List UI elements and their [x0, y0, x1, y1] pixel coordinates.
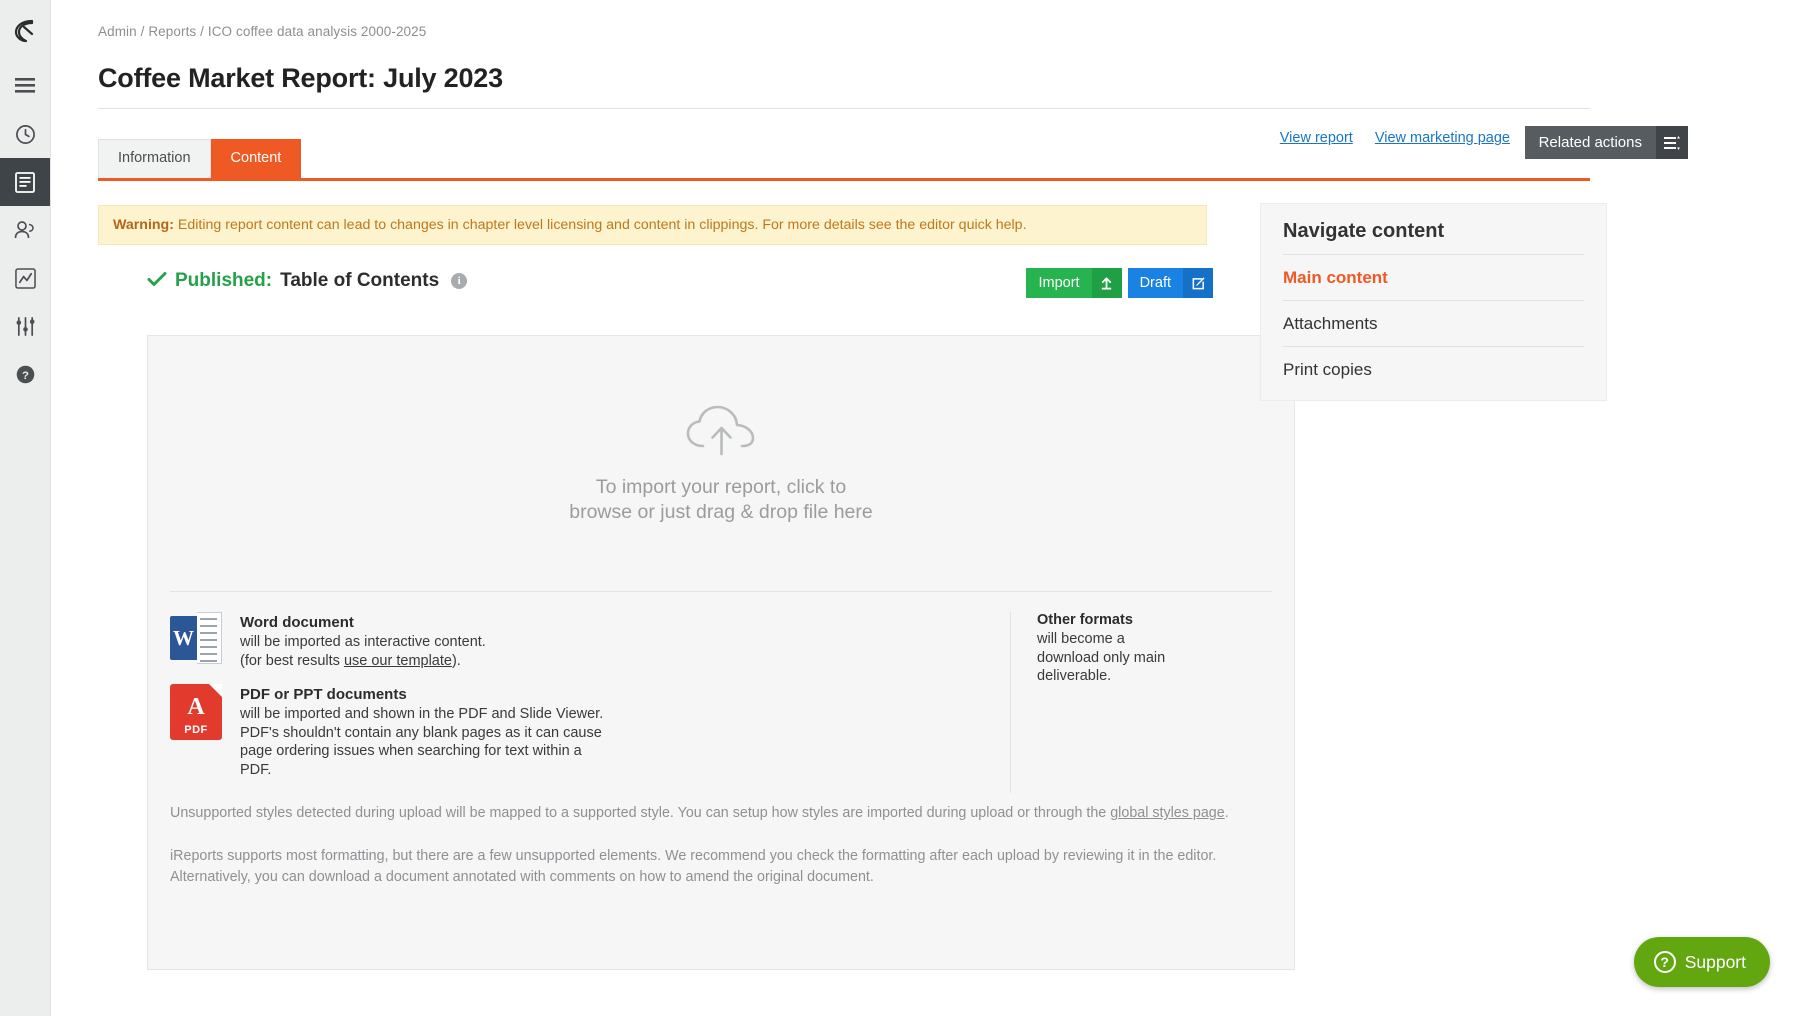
rail-item-dashboard[interactable] [0, 110, 50, 158]
info-icon[interactable]: i [451, 273, 467, 289]
note-styles [170, 803, 1272, 824]
warning-banner [98, 205, 1207, 245]
pdf-line-4: PDF. [240, 761, 272, 778]
word-document-icon: W [170, 612, 222, 664]
format-pdf-row [170, 684, 1000, 779]
list-options-icon[interactable] [1656, 126, 1688, 159]
pdf-line-3: page ordering issues when searching for text within a [240, 743, 582, 760]
header-divider [98, 108, 1590, 109]
sliders-icon [15, 316, 36, 337]
page-container [51, 0, 1817, 1016]
pdf-icon-label: PDF [184, 724, 208, 737]
nav-item-main-content[interactable]: Main content [1283, 255, 1584, 301]
tab-active-underline [98, 178, 1590, 181]
rail-item-help[interactable] [0, 350, 50, 398]
pdf-line-2: PDF's shouldn't contain any blank pages as it can cause [240, 724, 602, 741]
other-formats-line-2: download only main [1037, 649, 1166, 666]
other-formats-line-3: deliverable. [1037, 668, 1112, 685]
warning-prefix: Warning: [113, 217, 174, 233]
word-line-1: will be imported as interactive content. [240, 634, 486, 650]
formats-section [148, 592, 1294, 793]
nav-item-print-copies[interactable]: Print copies [1283, 360, 1372, 379]
rail-item-users[interactable] [0, 206, 50, 254]
note-styles-pre: Unsupported styles detected during upload will be mapped to a supported style. You can setup how styles are imported during upload or through the [170, 805, 1111, 822]
rail-item-analytics[interactable] [0, 254, 50, 302]
pdf-title: PDF or PPT documents [240, 686, 407, 704]
pdf-line-1: will be imported and shown in the PDF and Slide Viewer. [240, 706, 604, 723]
people-icon [14, 220, 36, 240]
tab-information[interactable]: Information [98, 139, 211, 178]
word-title: Word document [240, 614, 354, 631]
tab-bar [98, 139, 301, 178]
draft-button-label: Draft [1128, 268, 1183, 298]
view-report-link[interactable]: View report [1279, 130, 1353, 146]
dropzone-line-2: browse or just drag & drop file here [569, 501, 873, 523]
rail-item-menu[interactable] [0, 62, 50, 110]
document-icon [15, 172, 35, 193]
edit-square-icon [1183, 268, 1213, 298]
svg-text:?: ? [21, 369, 29, 382]
navigate-content-title: Navigate content [1283, 220, 1584, 255]
check-icon [147, 271, 167, 291]
published-label: Published: [175, 270, 273, 291]
related-actions-button[interactable]: Related actions [1525, 126, 1656, 159]
warning-text: Editing report content can lead to changes in chapter level licensing and content in clippings. For more details see the editor quick help. [177, 217, 1027, 233]
published-status-row [147, 270, 467, 292]
other-formats-line-1: will become a [1037, 631, 1125, 647]
note-formatting: iReports supports most formatting, but there are a few unsupported elements. We recommend you check the formatting after each upload by reviewing it in the editor. Alternatively, you can download a document annotated with comments on how to amend the original document. [170, 848, 1217, 885]
import-dropzone-card[interactable] [147, 335, 1295, 970]
word-line-2-post: ). [451, 652, 461, 669]
chart-line-icon [15, 268, 36, 289]
upload-icon [1092, 268, 1122, 298]
word-line-2 [240, 652, 486, 671]
question-circle-icon: ? [1654, 951, 1676, 973]
tab-content[interactable]: Content [211, 139, 302, 178]
navigate-content-panel [1260, 203, 1607, 401]
other-formats-block [1010, 612, 1165, 793]
rail-item-settings[interactable] [0, 302, 50, 350]
rail-item-reports[interactable] [0, 158, 50, 206]
question-circle-icon [15, 364, 36, 385]
breadcrumb[interactable]: Admin / Reports / ICO coffee data analysis 2000-2025 [98, 24, 427, 39]
left-nav-rail [0, 0, 51, 1016]
other-formats-title: Other formats [1037, 612, 1133, 628]
word-line-2-pre: (for best results [240, 652, 344, 669]
pdf-document-icon: A PDF [170, 684, 222, 740]
format-word-row [170, 612, 1000, 670]
global-styles-page-link[interactable]: global styles page [1110, 805, 1225, 822]
view-marketing-page-link[interactable]: View marketing page [1374, 130, 1510, 146]
clock-dial-icon [15, 124, 36, 145]
published-title: Table of Contents [280, 270, 440, 291]
brand-logo-icon[interactable] [0, 0, 50, 62]
hamburger-icon [15, 78, 35, 94]
support-widget-button[interactable] [1634, 937, 1770, 987]
content-action-buttons [1026, 268, 1213, 298]
dropzone-line-1: To import your report, click to [595, 475, 847, 498]
page-title: Coffee Market Report: July 2023 [98, 63, 503, 94]
import-notes [148, 793, 1294, 887]
import-button[interactable] [1026, 268, 1121, 298]
cloud-upload-icon [683, 402, 759, 465]
dropzone-area[interactable] [148, 336, 1294, 591]
import-button-label: Import [1026, 268, 1091, 298]
draft-button[interactable] [1128, 268, 1213, 298]
nav-item-attachments[interactable]: Attachments [1283, 301, 1584, 347]
note-styles-post: . [1224, 805, 1229, 822]
support-label: Support [1684, 951, 1746, 972]
related-actions-group [1525, 126, 1688, 159]
use-our-template-link[interactable]: use our template [343, 652, 452, 669]
